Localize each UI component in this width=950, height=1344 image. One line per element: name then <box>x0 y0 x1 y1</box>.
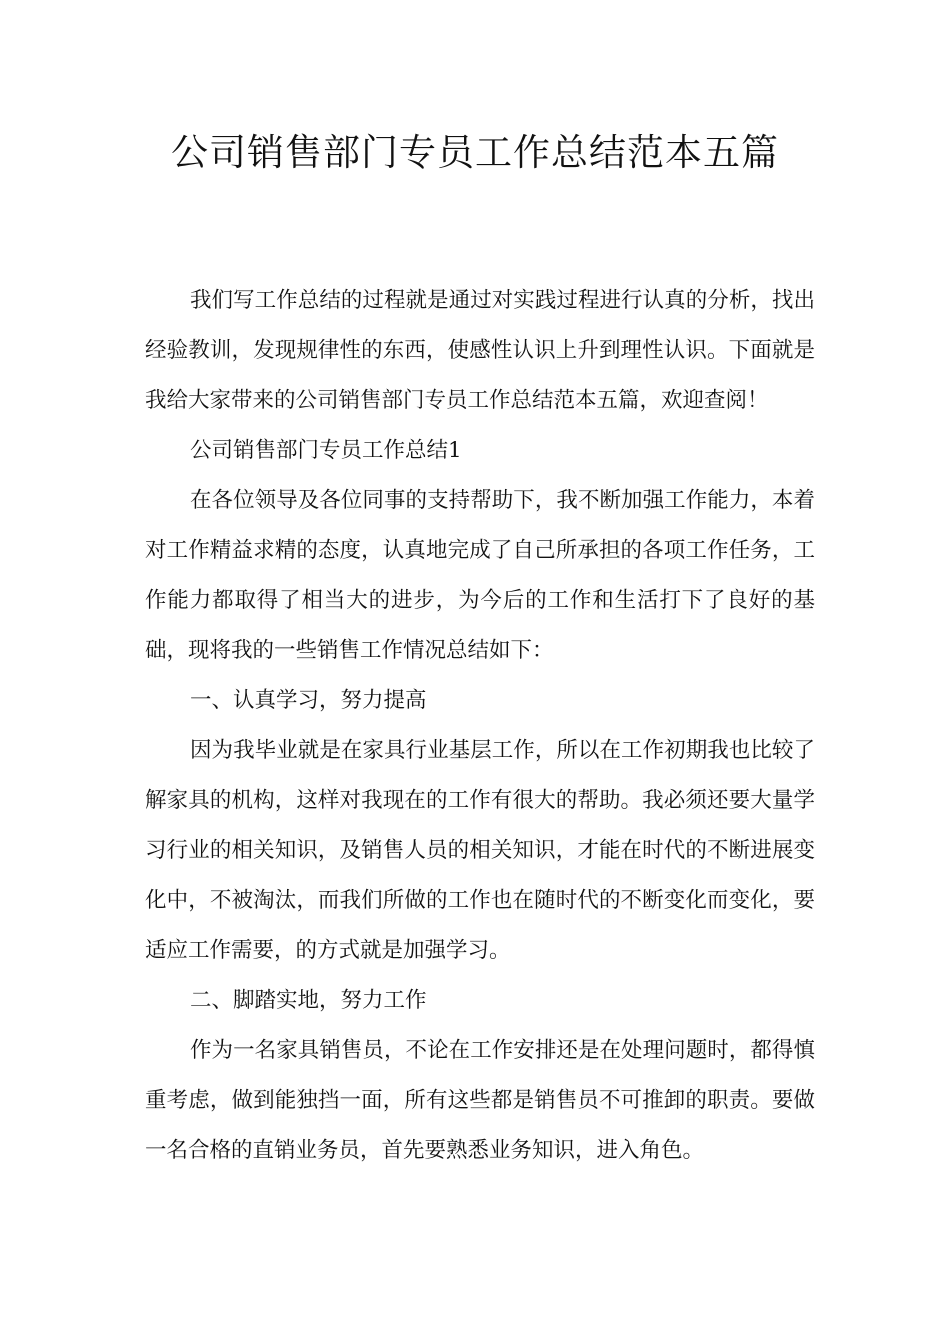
document-title: 公司销售部门专员工作总结范本五篇 <box>171 131 779 174</box>
intro-paragraph: 我们写工作总结的过程就是通过对实践过程进行认真的分析，找出经验教训，发现规律性的东西，使感性认识上升到理性认识。下面就是我给大家带来的公司销售部门专员工作总结范本五篇，欢迎查阅！ <box>145 288 815 413</box>
document-body <box>145 276 815 1176</box>
section-heading-work: 二、脚踏实地，努力工作 <box>190 988 427 1013</box>
body-paragraph: 作为一名家具销售员，不论在工作安排还是在处理问题时，都得慎重考虑，做到能独挡一面，所有这些都是销售员不可推卸的职责。要做一名合格的直销业务员，首先要熟悉业务知识，进入角色。 <box>145 1038 815 1163</box>
body-paragraph: 在各位领导及各位同事的支持帮助下，我不断加强工作能力，本着对工作精益求精的态度，认真地完成了自己所承担的各项工作任务，工作能力都取得了相当大的进步，为今后的工作和生活打下了良好的基础，现将我的一些销售工作情况总结如下： <box>145 488 815 663</box>
section-heading-summary-1: 公司销售部门专员工作总结1 <box>190 438 462 463</box>
body-paragraph: 因为我毕业就是在家具行业基层工作，所以在工作初期我也比较了解家具的机构，这样对我现在的工作有很大的帮助。我必须还要大量学习行业的相关知识，及销售人员的相关知识，才能在时代的不断进展变化中，不被淘汰，而我们所做的工作也在随时代的不断变化而变化，要适应工作需要，的方式就是加强学习。 <box>145 738 815 963</box>
section-heading-study: 一、认真学习，努力提高 <box>190 688 427 713</box>
